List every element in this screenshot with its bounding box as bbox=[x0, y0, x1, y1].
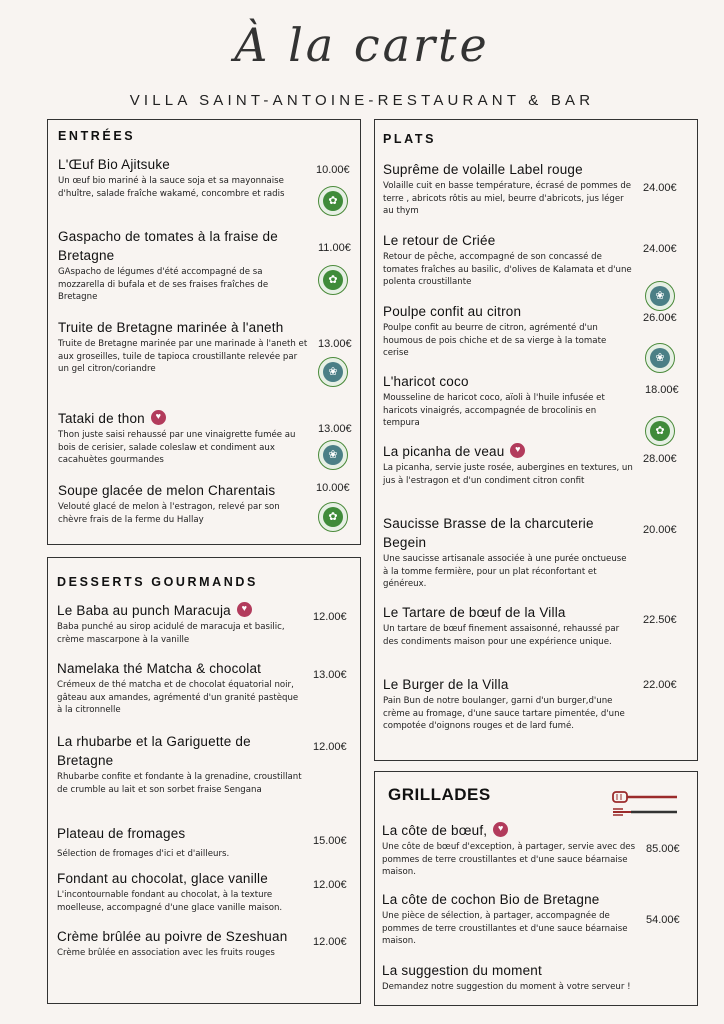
item-price: 13.00€ bbox=[313, 669, 347, 681]
item-price: 24.00€ bbox=[643, 243, 677, 255]
item-desc: Volaille cuit en basse température, écrasé de pommes de terre , abricots rôtis au miel, beurre d'abricots, jus léger au thym bbox=[383, 181, 632, 217]
item-desc: GAspacho de légumes d'été accompagné de sa mozzarella di bufala et de ses fraises fraîches de Bretagne bbox=[58, 267, 269, 303]
entree-item bbox=[58, 155, 308, 200]
dessert-item bbox=[57, 824, 302, 861]
item-desc: Une saucisse artisanale associée à une purée onctueuse à la tomme fermière, pour un plat réconfortant et généreux. bbox=[383, 554, 627, 590]
plat-item bbox=[383, 160, 633, 218]
dessert-item bbox=[57, 869, 302, 914]
dessert-item bbox=[57, 659, 302, 717]
item-name: Le retour de Criée bbox=[383, 233, 496, 248]
item-name: Saucisse Brasse de la charcuterie Begein bbox=[383, 516, 594, 550]
item-name: Poulpe confit au citron bbox=[383, 304, 522, 319]
plat-item bbox=[383, 372, 633, 430]
plat-item bbox=[383, 514, 633, 591]
item-name: Namelaka thé Matcha & chocolat bbox=[57, 661, 262, 676]
item-name: Tataki de thon♥ bbox=[58, 409, 308, 428]
entree-item bbox=[58, 409, 308, 467]
item-name: Truite de Bretagne marinée à l'aneth bbox=[58, 320, 284, 335]
item-price: 22.00€ bbox=[643, 679, 677, 691]
item-price: 13.00€ bbox=[318, 338, 352, 350]
item-price: 26.00€ bbox=[643, 312, 677, 324]
vegetarian-badge-icon: ✿ bbox=[645, 416, 675, 446]
item-price: 85.00€ bbox=[646, 843, 680, 855]
item-name: Soupe glacée de melon Charentais bbox=[58, 483, 276, 498]
item-name: L'haricot coco bbox=[383, 374, 469, 389]
item-desc: Rhubarbe confite et fondante à la grenadine, croustillant de crumble au lait et son sorbet fraise Sengana bbox=[57, 772, 302, 795]
item-desc: Demandez notre suggestion du moment à votre serveur ! bbox=[382, 982, 631, 992]
leaf-badge-icon: ❀ bbox=[645, 281, 675, 311]
heart-icon bbox=[510, 443, 525, 458]
item-desc: Crémeux de thé matcha et de chocolat équatorial noir, gâteau aux amandes, agrémenté d'un granité pastèque à la citronnelle bbox=[57, 680, 299, 716]
item-desc: La picanha, servie juste rosée, aubergines en textures, un jus à l'estragon et d'un condiment citron confit bbox=[383, 463, 633, 486]
item-desc: Sélection de fromages d'ici et d'ailleurs. bbox=[57, 849, 230, 859]
item-price: 13.00€ bbox=[318, 423, 352, 435]
plat-item bbox=[383, 231, 633, 289]
item-name: La côte de cochon Bio de Bretagne bbox=[382, 892, 600, 907]
item-price: 24.00€ bbox=[643, 182, 677, 194]
item-name: La rhubarbe et la Gariguette de Bretagne bbox=[57, 734, 251, 768]
item-price: 22.50€ bbox=[643, 614, 677, 626]
entree-item bbox=[58, 318, 308, 376]
item-name: La picanha de veau♥ bbox=[383, 442, 633, 461]
item-price: 10.00€ bbox=[316, 482, 350, 494]
dessert-item bbox=[57, 927, 302, 960]
grillade-item bbox=[382, 821, 637, 879]
grillade-item bbox=[382, 890, 637, 948]
vegetarian-badge-icon: ✿ bbox=[318, 265, 348, 295]
item-desc: Poulpe confit au beurre de citron, agrémenté d'un houmous de pois chiche et de sa vierge à la tomate cerise bbox=[383, 323, 607, 359]
item-name: Le Tartare de bœuf de la Villa bbox=[383, 605, 566, 620]
item-desc: Une pièce de sélection, à partager, accompagnée de pommes de terre croustillantes et d'une sauce béarnaise maison. bbox=[382, 911, 628, 947]
vegetarian-badge-icon: ✿ bbox=[318, 502, 348, 532]
item-price: 15.00€ bbox=[313, 835, 347, 847]
item-desc: Crème brûlée en association avec les fruits rouges bbox=[57, 948, 275, 958]
item-desc: Un tartare de bœuf finement assaisonné, rehaussé par des condiments maison pour une expérience unique. bbox=[383, 624, 620, 647]
grill-utensils-icon bbox=[611, 790, 679, 820]
entrees-title: ENTRÉES bbox=[58, 129, 136, 143]
item-desc: Baba punché au sirop acidulé de maracuja et basilic, crème mascarpone à la vanille bbox=[57, 622, 285, 645]
plat-item bbox=[383, 675, 633, 733]
item-desc: Thon juste saisi rehaussé par une vinaigrette fumée au bois de cerisier, salade coleslaw et condiment aux cacahuètes gourmandes bbox=[58, 430, 296, 466]
leaf-badge-icon: ❀ bbox=[645, 343, 675, 373]
item-name: La suggestion du moment bbox=[382, 963, 542, 978]
page-title: À la carte bbox=[234, 18, 490, 72]
item-price: 11.00€ bbox=[318, 242, 351, 254]
item-name: Fondant au chocolat, glace vanille bbox=[57, 871, 268, 886]
item-name: Plateau de fromages bbox=[57, 826, 186, 841]
plats-title: PLATS bbox=[383, 132, 437, 146]
item-name: Gaspacho de tomates à la fraise de Bretagne bbox=[58, 229, 278, 263]
item-price: 18.00€ bbox=[645, 384, 679, 396]
item-desc: Retour de pêche, accompagné de son concassé de tomates fraîches au basilic, d'olives de Kalamata et d'une polenta croustillante bbox=[383, 252, 632, 288]
dessert-item bbox=[57, 601, 302, 646]
item-price: 54.00€ bbox=[646, 914, 680, 926]
item-desc: Un œuf bio mariné à la sauce soja et sa mayonnaise d'huître, salade fraîche wakamé, concombre et radis bbox=[58, 176, 285, 199]
item-price: 10.00€ bbox=[316, 164, 350, 176]
item-price: 12.00€ bbox=[313, 936, 347, 948]
heart-icon bbox=[151, 410, 166, 425]
entree-item bbox=[58, 227, 308, 304]
item-desc: Truite de Bretagne marinée par une marinade à l'aneth et aux groseilles, tuile de tapioca croustillante relevée par un gel citron/coriandre bbox=[58, 339, 308, 375]
item-desc: Mousseline de haricot coco, aïoli à l'huile infusée et haricots vinaigrés, accompagnée de brocolinis en tempura bbox=[383, 393, 605, 429]
vegetarian-badge-icon: ✿ bbox=[318, 186, 348, 216]
item-desc: L'incontournable fondant au chocolat, à la texture moelleuse, accompagné d'une glace vanille maison. bbox=[57, 890, 283, 913]
restaurant-name: VILLA SAINT-ANTOINE-RESTAURANT & BAR bbox=[129, 92, 595, 109]
plat-item bbox=[383, 603, 633, 648]
entree-item bbox=[58, 481, 308, 526]
plat-item bbox=[383, 442, 633, 487]
item-price: 20.00€ bbox=[643, 524, 677, 536]
item-name: Suprême de volaille Label rouge bbox=[383, 162, 583, 177]
item-name: Crème brûlée au poivre de Szeshuan bbox=[57, 929, 288, 944]
item-desc: Velouté glacé de melon à l'estragon, relevé par son chèvre frais de la ferme du Hallay bbox=[58, 502, 280, 525]
item-name: Le Burger de la Villa bbox=[383, 677, 509, 692]
item-desc: Une côte de bœuf d'exception, à partager, servie avec des pommes de terre croustillantes et d'une sauce béarnaise maison. bbox=[382, 842, 636, 878]
item-price: 12.00€ bbox=[313, 879, 347, 891]
item-price: 12.00€ bbox=[313, 741, 347, 753]
grillades-title: GRILLADES bbox=[388, 785, 491, 804]
item-price: 28.00€ bbox=[643, 453, 677, 465]
item-name: Le Baba au punch Maracuja♥ bbox=[57, 601, 302, 620]
dessert-item bbox=[57, 732, 302, 796]
item-name: L'Œuf Bio Ajitsuke bbox=[58, 157, 170, 172]
leaf-badge-icon: ❀ bbox=[318, 440, 348, 470]
grillade-item bbox=[382, 961, 682, 994]
plat-item bbox=[383, 302, 633, 360]
desserts-title: DESSERTS GOURMANDS bbox=[57, 575, 258, 589]
item-desc: Pain Bun de notre boulanger, garni d'un burger,d'une crème au fromage, d'une sauce tartare pimentée, d'une compotée d'oignons rouges et de lard fumé. bbox=[383, 696, 625, 732]
item-name: La côte de bœuf,♥ bbox=[382, 821, 637, 840]
item-price: 12.00€ bbox=[313, 611, 347, 623]
heart-icon bbox=[493, 822, 508, 837]
leaf-badge-icon: ❀ bbox=[318, 357, 348, 387]
heart-icon bbox=[237, 602, 252, 617]
